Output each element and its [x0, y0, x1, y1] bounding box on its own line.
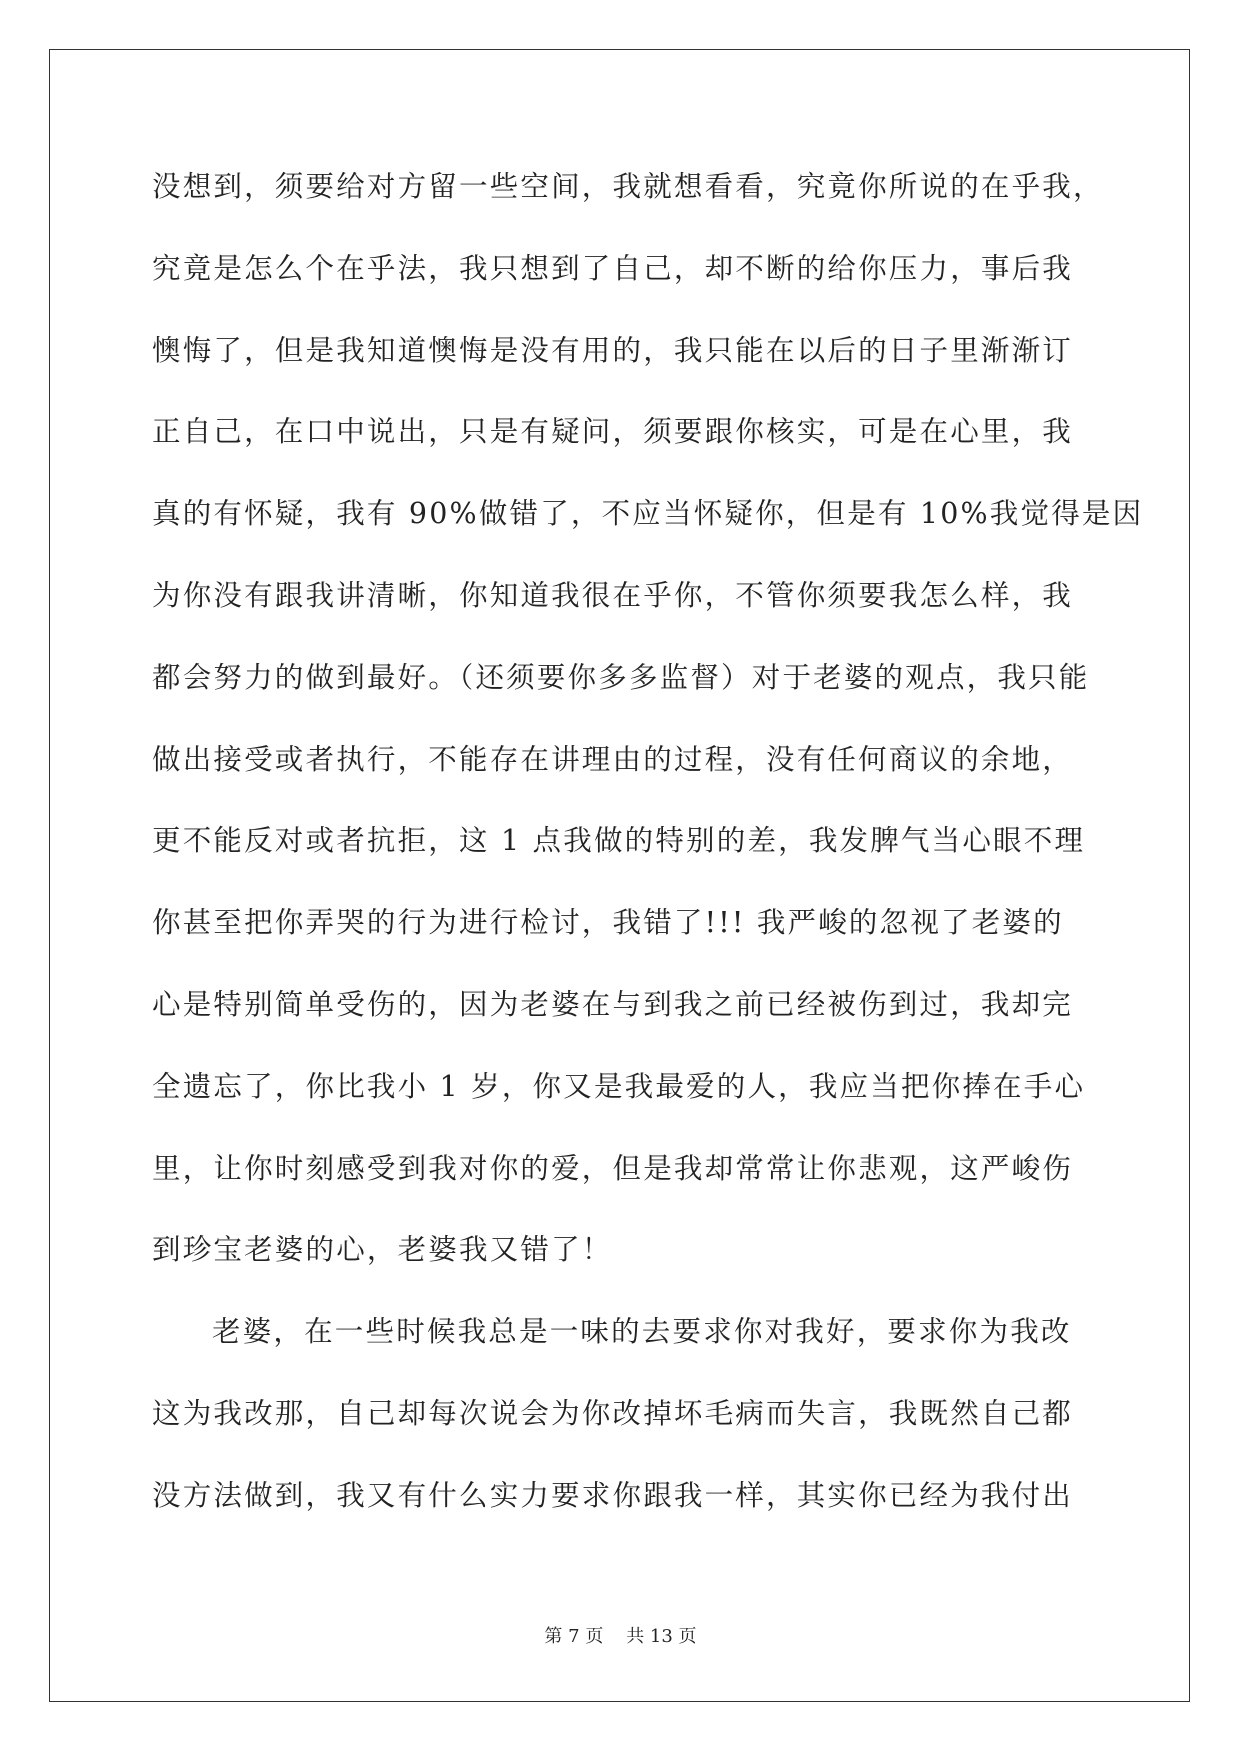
- text-line: 做出接受或者执行，不能存在讲理由的过程，没有任何商议的余地，: [152, 742, 1074, 776]
- paragraph-first-line: 老婆，在一些时候我总是一味的去要求你对我好，要求你为我改: [212, 1315, 1072, 1349]
- document-body: [152, 160, 1144, 1551]
- text-line: 懊悔了，但是我知道懊悔是没有用的，我只能在以后的日子里渐渐订: [152, 333, 1074, 367]
- text-line: 到珍宝老婆的心，老婆我又错了！: [152, 1233, 613, 1267]
- text-line: 全遗忘了，你比我小 1 岁，你又是我最爱的人，我应当把你捧在手心: [152, 1069, 1086, 1103]
- text-line: 都会努力的做到最好。（还须要你多多监督）对于老婆的观点，我只能: [152, 660, 1090, 694]
- text-line: 为你没有跟我讲清晰，你知道我很在乎你，不管你须要我怎么样，我: [152, 578, 1074, 612]
- text-line: 真的有怀疑，我有 90%做错了，不应当怀疑你，但是有 10%我觉得是因: [152, 497, 1144, 531]
- text-line: 你甚至把你弄哭的行为进行检讨，我错了!!! 我严峻的忽视了老婆的: [152, 906, 1064, 940]
- text-line: 究竟是怎么个在乎法，我只想到了自己，却不断的给你压力，事后我: [152, 251, 1074, 285]
- text-line: 正自己，在口中说出，只是有疑问，须要跟你核实，可是在心里，我: [152, 415, 1074, 449]
- text-line: 没方法做到，我又有什么实力要求你跟我一样，其实你已经为我付出: [152, 1478, 1074, 1512]
- text-line: 心是特别简单受伤的，因为老婆在与到我之前已经被伤到过，我却完: [152, 987, 1074, 1021]
- text-line: 里，让你时刻感受到我对你的爱，但是我却常常让你悲观，这严峻伤: [152, 1151, 1074, 1185]
- text-line: 这为我改那，自己却每次说会为你改掉坏毛病而失言，我既然自己都: [152, 1396, 1074, 1430]
- text-line: 更不能反对或者抗拒，这 1 点我做的特别的差，我发脾气当心眼不理: [152, 824, 1086, 858]
- page-number-footer: 第 7 页 共 13 页: [544, 1626, 697, 1647]
- text-line: 没想到，须要给对方留一些空间，我就想看看，究竟你所说的在乎我，: [152, 170, 1104, 203]
